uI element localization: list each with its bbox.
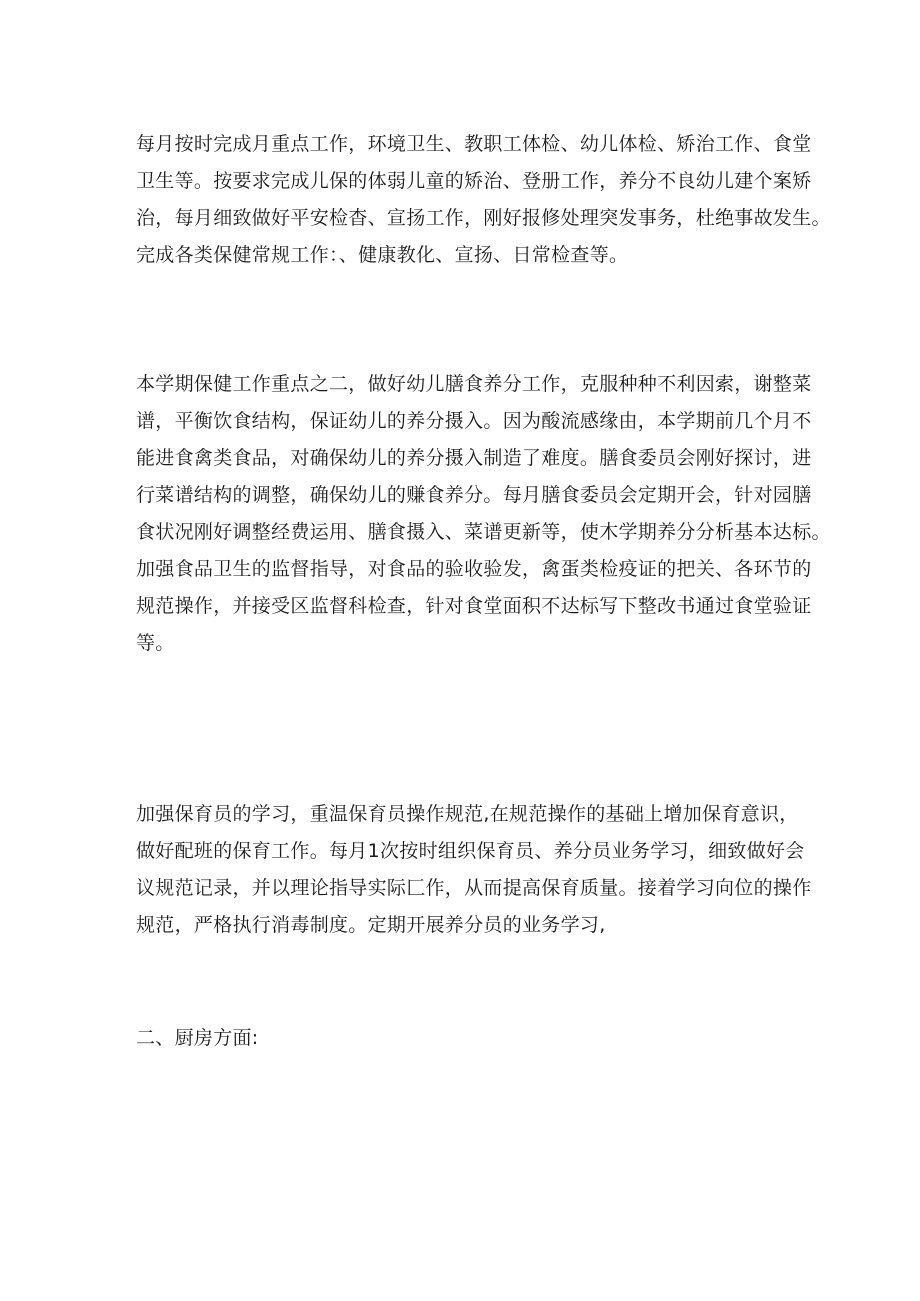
heading-text: 二、厨房方面: [136, 1027, 259, 1049]
text-line: 本学期保健工作重点之二，做好幼儿膳食养分工作，克服种种不利因索，谢整菜 [136, 373, 812, 395]
text-line: 等。 [136, 632, 175, 654]
text-line: 每月按时完成月重点工作，环境卫生、教职工体检、幼儿体检、矫治工作、食堂 [136, 133, 812, 155]
text-line: 治，每月细致做好平安检杳、宣扬工作，刚好报修处理突发事务，杜绝事故发生。 [136, 207, 831, 229]
paragraph-caregiver-training [136, 796, 812, 944]
text-line: 规范，严格执行消毒制度。定期开展养分员的业务学习, [136, 914, 606, 936]
text-line: 完成各类保健常规工作：、健康教化、宣扬、日常检查等。 [136, 244, 629, 266]
paragraph-nutrition [136, 366, 831, 662]
section-heading-kitchen [136, 1020, 786, 1057]
text-line: 规范操作，并接受区监督科检查，针对食堂面积不达标写下整改书通过食堂验证 [136, 595, 812, 617]
paragraph-health-routine [136, 126, 831, 274]
text-line: 谱，平衡饮食结构，保证幼儿的养分摄入。因为酸流感缘由，本学期前几个月不 [136, 410, 812, 432]
text-line: 加强食品卫生的监督指导，对食品的验收验发，禽蛋类检疫证的把关、各环节的 [136, 558, 812, 580]
text-line: 议规范记录，并以理论指导实际匚作，从而提高保育质量。接着学习向位的操作 [136, 877, 812, 899]
text-line: 行菜谱结构的调整，确保幼儿的赚食养分。每月膳食委员会定期开会，针对园膳 [136, 484, 812, 506]
text-line: 卫生等。按要求完成儿保的体弱儿童的矫治、登册工作，养分不良幼儿建个案矫 [136, 170, 812, 192]
text-line: 食状况刚好调整经费运用、膳食摄入、菜谱更新等，使木学期养分分析基本达标。 [136, 521, 831, 543]
text-line: 做好配班的保育工作。每月1次按时组织保育员、养分员业务学习，细致做好会 [136, 840, 805, 862]
text-line: 加强保育员的学习，重温保育员操作规范,在规范操作的基础上增加保育意识， [136, 803, 799, 825]
text-line: 能进食禽类食品，对确保幼儿的养分摄入制造了难度。膳食委员会刚好探讨，进 [136, 447, 812, 469]
